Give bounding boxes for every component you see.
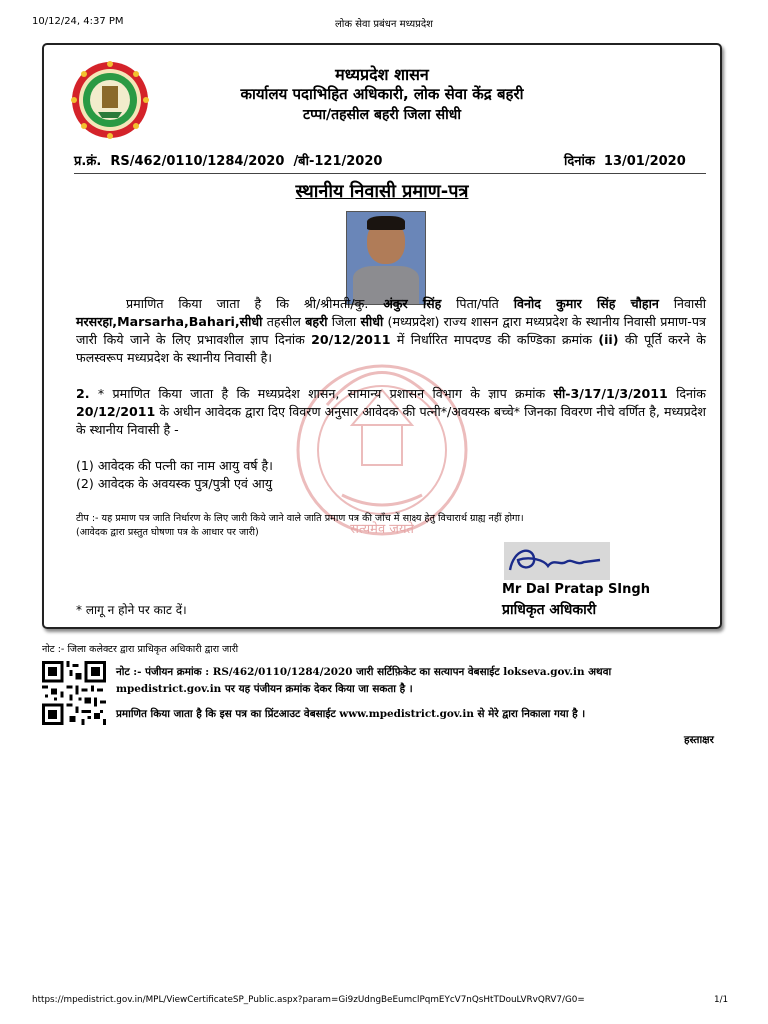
list-item-children: (2) आवेदक के अवयस्क पुत्र/पुत्री एवं आयु <box>76 476 273 491</box>
header-divider <box>74 173 706 174</box>
page-url-link[interactable]: https://mpedistrict.gov.in/MPL/ViewCertificateSP_Public.aspx?param=Gi9zUdngBeEumclPqmEYcV7nQsHtTDouLVRvQRV7/G0= <box>32 995 585 1005</box>
verify-note-line-2: mpedistrict.gov.in पर यह पंजीयन क्रमांक देकर किया जा सकता है । <box>116 683 413 695</box>
header-line-1: मध्यप्रदेश शासन <box>335 65 429 84</box>
applicant-name: अंकुर सिंह <box>383 296 442 311</box>
district-name: सीधी <box>360 314 384 329</box>
list-item-spouse: (1) आवेदक की पत्नी का नाम आयु वर्ष है। <box>76 458 273 473</box>
header-line-3: टप्पा/तहसील बहरी जिला सीधी <box>303 107 461 123</box>
father-name: विनोद कुमार सिंह चौहान <box>513 296 659 311</box>
date-value: 13/01/2020 <box>603 154 686 169</box>
date-label: दिनांक <box>564 154 595 169</box>
signatory-name: Mr Dal Pratap SIngh <box>502 582 650 597</box>
gazette-date: 20/12/2011 <box>311 332 391 347</box>
printout-note: प्रमाणित किया जाता है कि इस पत्र का प्रिंटआउट वेबसाईट www.mpedistrict.gov.in से मेरे द्वारा निकाला गया है । <box>116 708 586 720</box>
certificate-paragraph-1: प्रमाणित किया जाता है कि श्री/श्रीमती/कु. अंकुर सिंह पिता/पति विनोद कुमार सिंह चौहान निवासी मरसरहा,Marsarha,Bahari,सीधी तहसील बहरी जिला सीधी (मध्यप्रदेश) राज्य शासन द्वारा मध्यप्रदेश के स्थानीय निवासी प्रमाण-पत्र जारी किये जाने के लिए प्रभावशील ज्ञाप दिनांक 20/12/2011 में निर्धारित मापदण्ड की कण्डिका क्रमांक (ii) की पूर्ति करने के फलस्वरूप मध्यप्रदेश के स्थानीय निवासी है। <box>76 296 706 365</box>
ref-number: RS/462/0110/1284/2020 <box>110 154 285 169</box>
watermark-text: सत्यमेव जयते <box>350 522 414 537</box>
print-page-title: लोक सेवा प्रबंधन मध्यप्रदेश <box>335 19 433 30</box>
verify-note-line-1: नोट :- पंजीयन क्रमांक : RS/462/0110/1284/2020 जारी सर्टिफ़िकेट का सत्यापन वेबसाईट lokseva.gov.in अथवा <box>116 666 612 678</box>
signature-label: हस्ताक्षर <box>684 734 714 746</box>
issued-note: नोट :- जिला कलेक्टर द्वारा प्राधिकृत अधिकारी द्वारा जारी <box>42 644 239 655</box>
applicant-address: मरसरहा,Marsarha,Bahari,सीधी <box>76 314 263 329</box>
print-datetime: 10/12/24, 4:37 PM <box>32 16 124 27</box>
reference-number <box>74 151 382 169</box>
qr-code-icon <box>42 661 106 725</box>
signatory-title: प्राधिकृत अधिकारी <box>502 602 597 618</box>
memo-number: सी-3/17/1/3/2011 <box>553 386 668 401</box>
certificate-box <box>42 43 722 629</box>
note-line-1: टीप :- यह प्रमाण पत्र जाति निर्धारण के लिए जारी किये जाने वाले जाति प्रमाण पत्र की जाँच में साक्ष्य हेतु विचारार्थ ग्राह्य नहीं होगा। <box>76 513 524 524</box>
ref-label: प्र.क्रं. <box>74 154 102 169</box>
certificate-paragraph-2: 2. * प्रमाणित किया जाता है कि मध्यप्रदेश शासन, सामान्य प्रशासन विभाग के ज्ञाप क्रमांक सी-3/17/1/3/2011 दिनांक 20/12/2011 के अधीन आवेदक द्वारा दिए विवरण अनुसार आवेदक की पत्नी*/अवयस्क बच्चे* जिनका विवरण नीचे वर्णित है, मध्यप्रदेश के स्थानीय निवासी है - <box>76 386 706 437</box>
note-line-2: (आवेदक द्वारा प्रस्तुत घोषणा पत्र के आधार पर जारी) <box>76 527 259 538</box>
clause-number: (ii) <box>598 332 619 347</box>
strike-note: * लागू न होने पर काट दें। <box>76 603 187 617</box>
ref-suffix: /बी-121/2020 <box>293 154 383 169</box>
signature-icon <box>504 542 610 580</box>
memo-date: 20/12/2011 <box>76 404 156 419</box>
header-line-2: कार्यालय पदाभिहित अधिकारी, लोक सेवा केंद्र बहरी <box>240 85 524 103</box>
certificate-title: स्थानीय निवासी प्रमाण-पत्र <box>295 181 469 202</box>
applicant-photo <box>346 211 426 305</box>
issue-date <box>564 151 686 169</box>
tehsil-name: बहरी <box>305 314 328 329</box>
page-count: 1/1 <box>714 995 729 1005</box>
